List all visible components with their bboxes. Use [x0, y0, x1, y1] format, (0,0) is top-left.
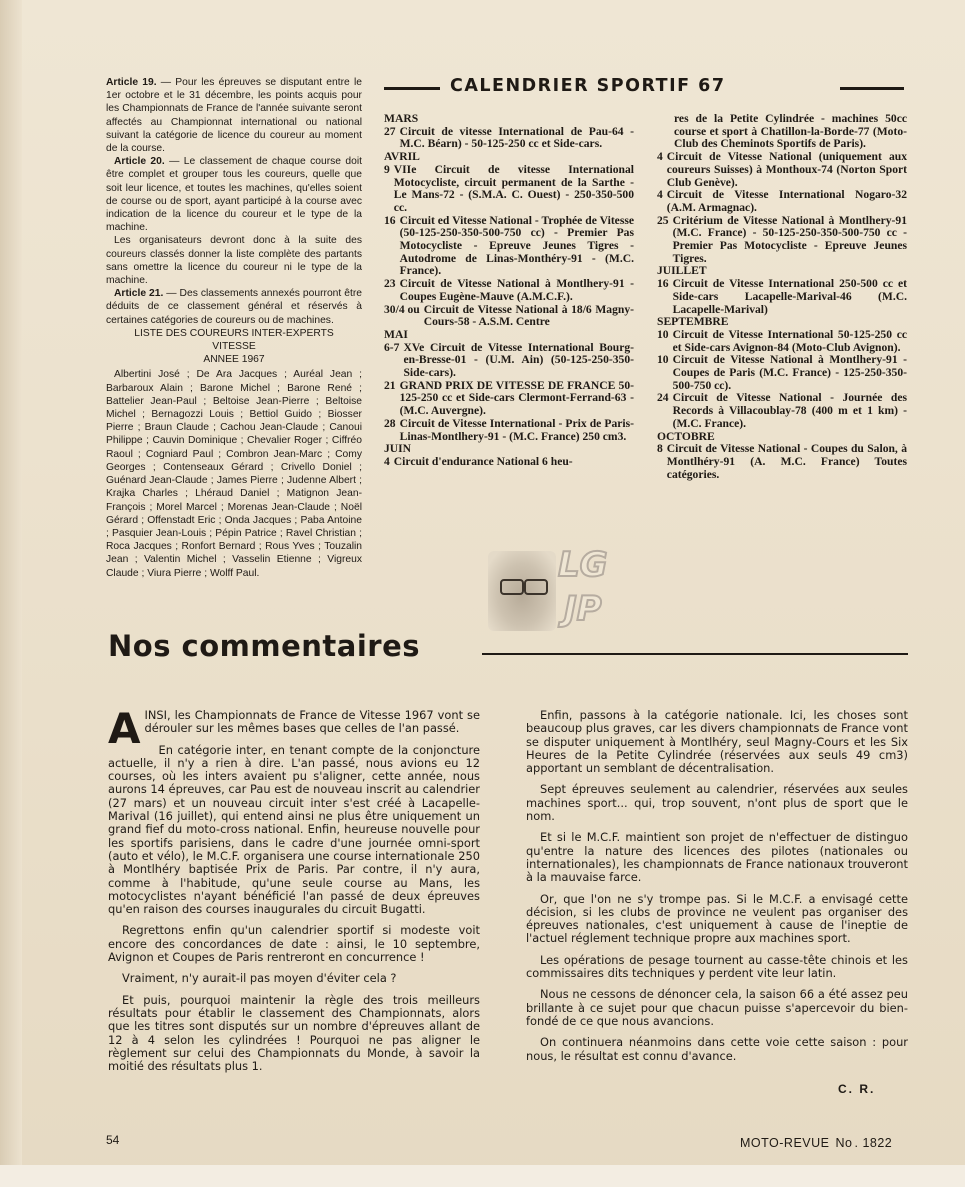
event-date: 27	[384, 124, 396, 138]
list-title: LISTE DES COUREURS INTER-EXPERTS	[134, 327, 334, 339]
comment-paragraph: Nous ne cessons de dénoncer cela, la saison 66 a été assez peu brillante à ce sujet pour que chacun puisse s'apercevoir du bien-fondé de ce que nous avancions.	[526, 987, 908, 1028]
event-description: Circuit de Vitesse National (uniquement aux coureurs Suisses) à Monthoux-74 (Norton Sport Club Genève).	[666, 150, 907, 189]
comments-right-column	[526, 709, 908, 1071]
event-date: 21	[384, 378, 396, 392]
comment-paragraph	[108, 704, 480, 753]
calendar-month: SEPTEMBRE	[657, 315, 729, 329]
event-description: Circuit de Vitesse International - Prix de Paris-Linas-Montlhery-91 - (M.C. France) 250 cm3.	[399, 416, 634, 443]
event-description: Circuit de Vitesse National - Coupes du Salon, à Montlhéry-91 (A. M.C. France) Toutes catégories.	[666, 442, 907, 481]
event-date: 4	[384, 454, 390, 468]
signature: C. R.	[838, 1082, 876, 1096]
logo-lg: LG	[558, 545, 608, 585]
article-19: Article 19. — Pour les épreuves se disputant entre le 1er octobre et le 31 décembre, les points acquis pour les Championnats de France de l'année suivante seront affectés au Championnat international ou national suivant la catégorie de licence du coureur au moment de la course.	[106, 77, 362, 155]
event-description: XVe Circuit de Vitesse International Bourg-en-Bresse-01 - (U.M. Ain) (50-125-250-350-Side-cars).	[403, 340, 634, 380]
event-date: 4	[657, 188, 663, 202]
calendar-event	[657, 151, 907, 189]
event-description: Circuit de Vitesse National à Montlhery-91 - Coupes Eugène-Mauve (A.M.C.F.).	[399, 277, 634, 303]
event-description: GRAND PRIX DE VITESSE DE FRANCE 50-125-250 cc et Side-cars Clermont-Ferrand-63 - (M.C. Auvergne).	[399, 378, 634, 418]
event-description: Circuit de Vitesse National à Montlhery-91 - Coupes de Paris (M.C. France) - 125-250-350-500-750 cc).	[672, 353, 907, 392]
calendar-month: JUIN	[384, 442, 412, 456]
footer-issue: MOTO-REVUE No . 1822	[740, 1136, 893, 1150]
event-description: Circuit d'endurance National 6 heu-	[393, 454, 573, 468]
comment-paragraph: Et si le M.C.F. maintient son projet de n'effectuer de distinguo qu'entre la nature des licences des pilotes (nationales ou internationales), les championnats de France nationaux trouveront à la mauvaise farce.	[526, 830, 908, 885]
event-date: 25	[657, 213, 669, 227]
comments-heading: Nos commentaires	[108, 629, 421, 663]
event-date: 16	[657, 277, 669, 291]
event-description: Circuit de Vitesse National - Journée des Records à Villacoublay-78 (400 m et 1 km) - (M.C. France).	[672, 391, 907, 430]
event-date: 6-7	[384, 340, 400, 354]
article-20: Article 20. — Le classement de chaque course doit être complet et grouper tous les coureurs, quelle que soit leur licence, et toutes les machines, qu'elles soient de course ou de sport, ayant participé à la course avec indication de la licence du coureur et le type de la machine.	[106, 156, 362, 234]
event-description: Circuit de vitesse International de Pau-64 - M.C. Béarn) - 50-125-250 cc et Side-cars.	[399, 124, 634, 151]
author-photo	[488, 551, 556, 631]
page-bottom-margin	[0, 1165, 965, 1187]
logo-jp: JP	[564, 589, 602, 629]
watermark-logo	[556, 545, 610, 639]
calendar-right-column	[657, 113, 907, 481]
event-description: Circuit ed Vitesse National - Trophée de Vitesse (50-125-250-350-500-750 cc) - Premier Pas Motocycliste - Epreuve Jeunes Tigres - Autodrome de Linas-Monthéry-91 - (M.C. France).	[399, 213, 634, 278]
event-date: 4	[657, 150, 663, 164]
glasses-right-lens	[524, 579, 548, 595]
issue-number: 1822	[862, 1136, 893, 1150]
event-description: Circuit de Vitesse International 50-125-250 cc et Side-cars Avignon-84 (Moto-Club Avignon).	[672, 327, 907, 354]
event-date: 30/4 ou	[384, 302, 420, 316]
event-date: 16	[384, 213, 396, 227]
comment-paragraph: Or, que l'on ne s'y trompe pas. Si le M.C.F. a envisagé cette décision, si les clubs de province ne veulent pas organiser des épreuves nationales, c'est uniquement à cause de l'ineptie de l'actuel réglement technique propre aux machines sport.	[526, 891, 908, 946]
calendar-event	[384, 304, 634, 329]
calendar-event	[384, 126, 634, 151]
event-date: 28	[384, 416, 396, 430]
calendar-left-column	[384, 113, 634, 469]
event-description: Circuit de Vitesse National à 18/6 Magny-Cours-58 - A.S.M. Centre	[423, 302, 634, 329]
calendar-event	[384, 215, 634, 279]
comment-paragraph: Regrettons enfin qu'un calendrier sportif si modeste voit encore des concordances de date : ainsi, le 10 septembre, Avignon et Coupes de Paris rentreront en concurrence !	[108, 923, 480, 965]
comment-paragraph: Vraiment, n'y aurait-il pas moyen d'éviter cela ?	[122, 971, 397, 986]
calendar-event	[384, 380, 634, 418]
event-date: 8	[657, 442, 663, 456]
calendar-month: JUILLET	[657, 264, 707, 278]
header-rule-right	[840, 87, 904, 90]
list-subtitle: VITESSE	[212, 341, 256, 353]
event-date: 24	[657, 391, 669, 405]
calendar-event	[384, 456, 634, 469]
calendar-event	[384, 342, 634, 380]
rules-column	[106, 76, 362, 580]
comment-paragraph: Enfin, passons à la catégorie nationale. Ici, les choses sont beaucoup plus graves, car les divers championnats de France vont se disputer uniquement à Montlhéry, seul Magny-Cours et les Six Heures de la Petite Cylindrée (réservées aux seuls 49 cm3) apportant un semblant de décentralisation.	[526, 708, 908, 776]
event-description: Circuit de Vitesse International 250-500 cc et Side-cars Lacapelle-Marival-46 (M.C. Lacapelle-Marival)	[672, 277, 907, 316]
calendar-event	[657, 329, 907, 354]
calendar-month: MARS	[384, 112, 419, 125]
calendar-event	[657, 215, 907, 266]
list-year: ANNEE 1967	[203, 354, 265, 366]
calendar-event	[384, 278, 634, 303]
event-description: Critérium de Vitesse National à Montlhery-91 (M.C. France) - 50-125-250-350-500-750 cc - Premier Pas Motocycliste - Epreuve Jeunes Tigres.	[672, 213, 907, 265]
calendar-event	[384, 418, 634, 443]
organisers-paragraph: Les organisateurs devront donc à la suite des coureurs classés donner la liste complète des partants sans omettre la licence du coureur ni le type de la machine.	[106, 235, 362, 287]
calendar-event	[657, 354, 907, 392]
calendar-event	[657, 392, 907, 430]
event-description: Circuit de Vitesse International Nogaro-32 (A.M. Armagnac).	[666, 188, 907, 214]
calendar-event	[657, 278, 907, 316]
calendar-month: AVRIL	[384, 150, 420, 164]
article-21: Article 21. — Des classements annexés pourront être déduits de ce classement général et réservés à certaines catégories de coureurs ou de machines.	[106, 288, 362, 326]
comment-paragraph: Les opérations de pesage tournent au casse-tête chinois et les commissaires dits techniques y perdent vite leur latin.	[526, 952, 908, 981]
comment-paragraph: On continuera néanmoins dans cette voie cette saison : pour nous, le résultat est connu d'avance.	[526, 1035, 908, 1063]
event-date: 10	[657, 353, 669, 367]
calendar-event	[657, 443, 907, 481]
glasses-left-lens	[500, 579, 524, 595]
calendar-header	[384, 76, 904, 100]
comment-text: INSI, les Championnats de France de Vitesse 1967 vont se dérouler sur les mêmes bases que celles de l'an passé.	[144, 708, 480, 736]
heading-rule	[482, 653, 908, 655]
issue-label: No	[835, 1136, 853, 1150]
event-description: VIIe Circuit de vitesse International Motocycliste, circuit permanent de la Sarthe - Le Mans-72 - (S.M.A. C. Ouest) - 250-350-500 cc.	[393, 162, 634, 214]
calendar-event	[657, 189, 907, 214]
calendar-event-continuation: res de la Petite Cylindrée - machines 50cc course et sport à Chatillon-la-Borde-77 (Moto-Club des Cheminots Sportifs de Paris).	[674, 112, 907, 151]
riders-list: Albertini José ; De Ara Jacques ; Auréal Jean ; Barbaroux Alain ; Barone Michel ; Barone René ; Battelier Jean-Paul ; Beltoise Jean-Pierre ; Beltoise Michel ; Bernagozzi Louis ; Bettiol Guido ; Biosser Pierre ; Braun Claude ; Cachou Jean-Claude ; Canoui Philippe ; Cauvin Dominique ; Chevalier Roger ; Ciffréo Raoul ; Cogniard Paul ; Combron Jean-Marc ; Comy Georges ; Contenseaux Gérard ; Crivello Doniel ; Guénard Jean-Claude ; James Pierre ; Judenne Albert ; Krajka Charles ; Lhéraud Daniel ; Matignon Jean-François ; Morel Marcel ; Morenas Jean-Claude ; Noël Gérard ; Offenstadt Eric ; Onda Jacques ; Paba Antoine ; Pasquier Jean-Louis ; Pépin Patrice ; Ravel Christian ; Roca Jacques ; Ronfort Bernard ; Rous Yves ; Touzalin Jean ; Valentin Michel ; Vasselin Etienne ; Vigreux Claude ; Viura Pierre ; Wolff Paul.	[106, 369, 362, 579]
calendar-event	[384, 164, 634, 215]
event-date: 9	[384, 162, 390, 176]
calendar-month: OCTOBRE	[657, 429, 715, 443]
calendar-title: CALENDRIER SPORTIF 67	[450, 76, 726, 96]
event-date: 23	[384, 277, 396, 291]
calendar-month: MAI	[384, 327, 408, 341]
page-number: 54	[106, 1133, 120, 1147]
page-spine-shadow	[0, 0, 22, 1187]
comment-paragraph: En catégorie inter, en tenant compte de la conjoncture actuelle, il n'y a rien à dire. L'an passé, nous avions eu 12 courses, où les inters avaient pu s'aligner, cette année, nous aurons 14 épreuves, car Pau est de nouveau inscrit au calendrier (27 mars) et un nouveau circuit inter s'est créé à Lacapelle-Marival (16 juillet), qui entend ainsi ne plus être uniquement un grand fief du moto-cross national. Enfin, heureuse nouvelle pour les sportifs parisiens, dans le cadre d'une journée omni-sport (auto et vélo), le M.C.F. organisera une course internationale 250 à Montlhéry baptisée Prix de Paris. Par contre, il n'y aura, comme à l'habitude, qu'une seule course au Mans, les motocyclistes n'ayant bénéficié l'an passé de deux épreuves qu'en raison des courses inaugurales du circuit Bugatti.	[108, 742, 480, 917]
drop-cap: A	[108, 704, 141, 753]
comment-paragraph: Sept épreuves seulement au calendrier, réservées aux seules machines sport... qui, trop souvent, n'ont plus de sport que le nom.	[526, 782, 908, 824]
comments-left-column	[108, 704, 480, 1081]
header-rule-left	[384, 87, 440, 90]
event-date: 10	[657, 327, 669, 341]
magazine-name: MOTO-REVUE	[740, 1136, 830, 1150]
comment-paragraph: Et puis, pourquoi maintenir la règle des trois meilleurs résultats pour établir le classement des Championnats, alors que les titres sont disputés sur un nombre d'épreuves allant de 12 à 4 selon les cylindrées ! Pourquoi ne pas aligner le règlement sur celui des Championnats du Monde, à savoir la moitié des résultats plus 1.	[108, 992, 480, 1074]
